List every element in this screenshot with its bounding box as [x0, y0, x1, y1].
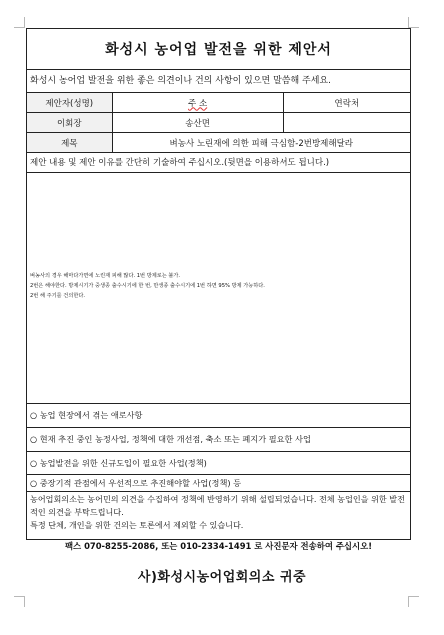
recipient-footer: 사)화성시농어업회의소 귀중 — [137, 570, 307, 585]
form-title: 화성시 농어업 발전을 위한 제안서 — [105, 42, 332, 58]
subject-value[interactable]: 벼농사 노린재에 의한 피해 극심함-2번방제해달라 — [169, 138, 354, 149]
section-difficulties[interactable]: ○ 농업 현장에서 겪는 애로사항 — [27, 404, 410, 428]
crop-mark-bottom-right — [408, 596, 419, 607]
content-line: 벼농사의 경우 해마다가면에 노린재 피해 많다. 1번 방제로는 불가. — [30, 273, 181, 279]
form-title-row — [27, 29, 410, 70]
village-row — [27, 113, 410, 133]
content-line: 2번 해 주기를 건의한다. — [30, 293, 85, 299]
proposal-content[interactable] — [27, 173, 410, 404]
section-new-programs[interactable]: ○ 농업발전을 위한 신규도입이 필요한 사업(정책) — [27, 452, 410, 475]
crop-mark-top-left — [14, 17, 25, 28]
contact-value[interactable] — [284, 113, 410, 132]
subject-row — [27, 133, 410, 153]
proposer-value[interactable]: 주 소 — [113, 93, 284, 112]
intro-text: 화성시 농어업 발전을 위한 좋은 의견이나 건의 사항이 있으면 말씀해 주세요. — [27, 70, 410, 93]
note-text: 특정 단체, 개인을 위한 건의는 토론에서 제외할 수 있습니다. — [30, 520, 244, 530]
notes-block — [27, 492, 410, 539]
contact-label: 연락처 — [334, 98, 360, 109]
village-label: 이회장 — [27, 113, 113, 132]
content-line: 2번은 해야한다. 방제시기가 중생종 출수시기에 한 번, 만생종 출수시기에 1번 하면 95% 방제 가능하다. — [30, 283, 265, 289]
proposal-form — [26, 28, 411, 540]
crop-mark-bottom-left — [14, 596, 25, 607]
crop-mark-top-right — [408, 17, 419, 28]
fax-instruction: 팩스 070-8255-2086, 또는 010-2334-1491 로 사진문자 전송하여 주십시오! — [64, 541, 373, 551]
village-value[interactable]: 송산면 — [113, 113, 284, 132]
section-long-term[interactable]: ○ 중장기적 관점에서 우선적으로 추진해야할 사업(정책) 등 — [27, 475, 410, 492]
note-text: 농어업회의소는 농어민의 의견을 수집하여 정책에 반영하기 위해 설립되었습니다. 전체 농업인을 위한 발전적인 의견을 부탁드립니다. — [30, 494, 405, 517]
proposer-row — [27, 93, 410, 113]
subject-label: 제목 — [27, 133, 113, 152]
instruction-text: 제안 내용 및 제안 이유를 간단히 기술하여 주십시오.(뒷면을 이용하셔도 됩니다.) — [27, 153, 410, 173]
section-policy-improvements[interactable]: ○ 현재 추진 중인 농정사업, 정책에 대한 개선점, 축소 또는 폐지가 필요한 사업 — [27, 428, 410, 452]
proposer-label: 제안자(성명) — [27, 93, 113, 112]
